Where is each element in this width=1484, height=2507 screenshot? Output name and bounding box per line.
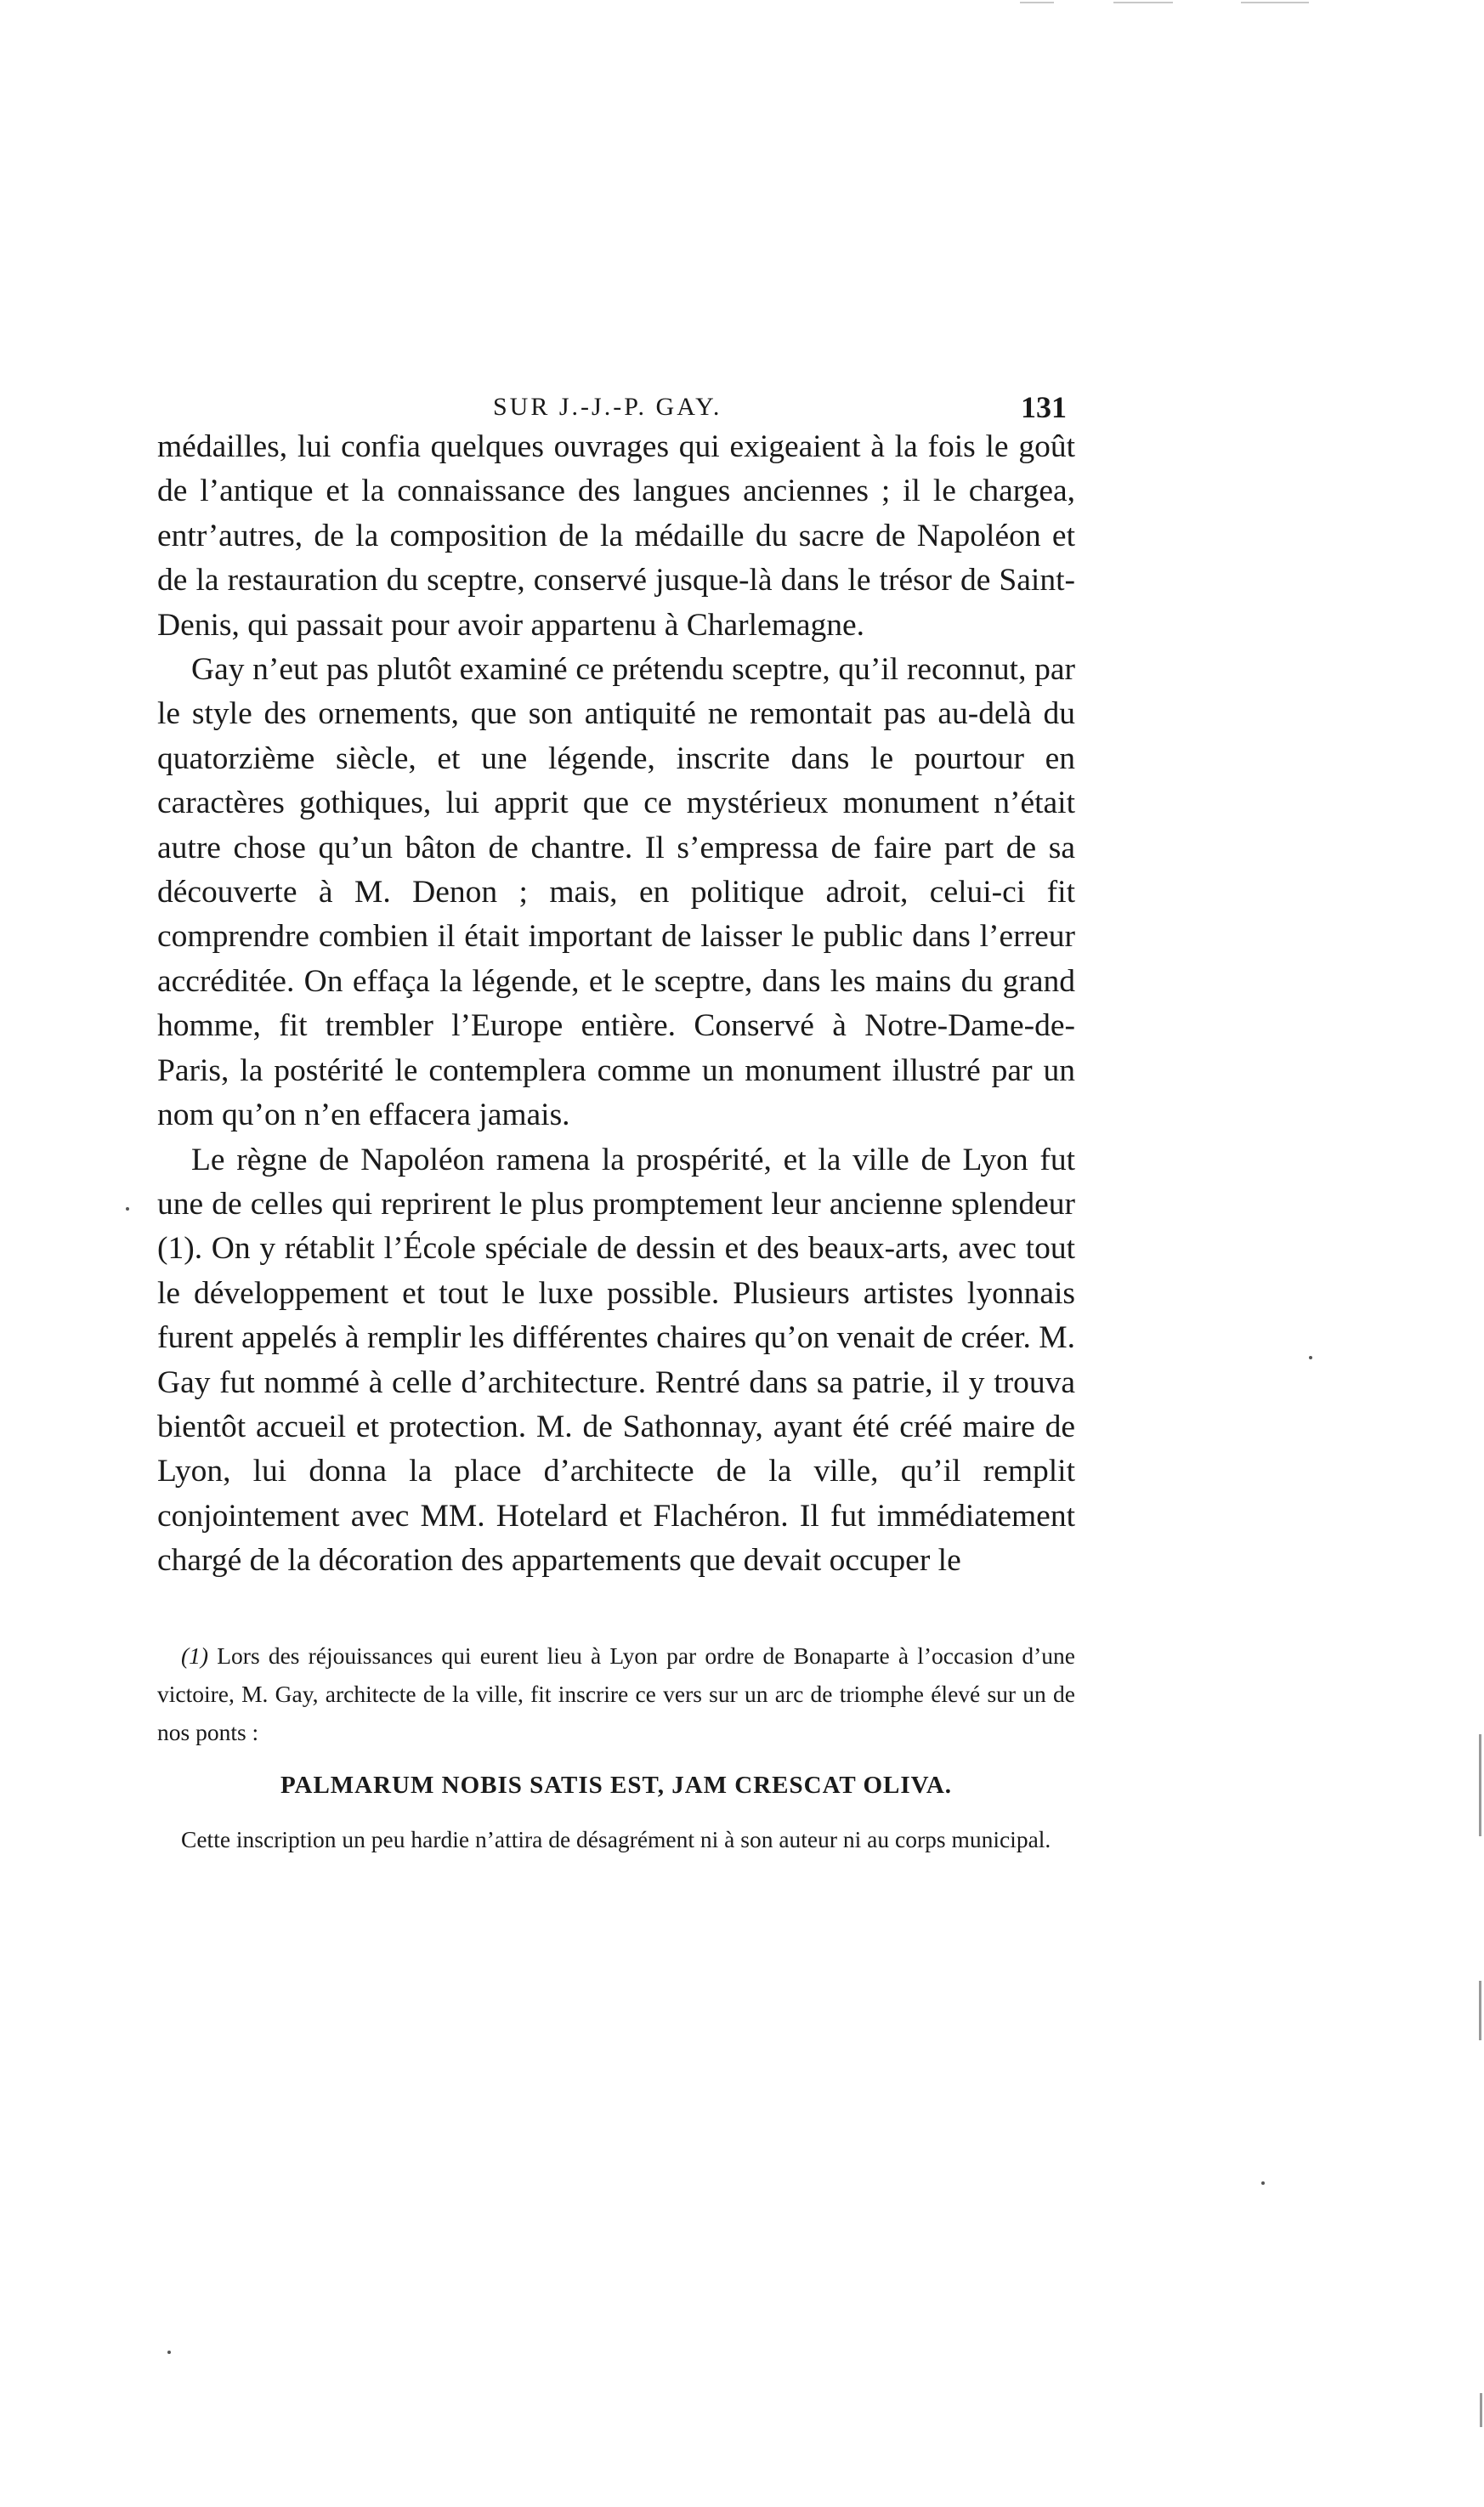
paragraph: médailles, lui confia quelques ouvrages qui exigeaient à la fois le goût de l’antique et la connaissance des langues anciennes ; il le chargea, entr’autres, de la composition de la médaille du sacre de Napoléon et de la restauration du sceptre, conservé jusque-là dans le trésor de Saint-Denis, qui passait pour avoir appartenu à Charlemagne.: [157, 429, 1075, 643]
running-head: [157, 374, 1075, 425]
running-title: SUR J.-J.-P. GAY.: [493, 393, 722, 421]
margin-scan-mark: [1480, 2393, 1482, 2427]
scan-speck: [1309, 1356, 1312, 1359]
paragraph: Le règne de Napoléon ramena la prospérité, et la ville de Lyon fut une de celles qui reprirent le plus promptement leur ancienne splendeur (1). On y rétablit l’École spéciale de dessin et des beaux-arts, avec tout le développement et tout le luxe possible. Plusieurs artistes lyonnais furent appelés à remplir les différentes chaires qu’on venait de créer. M. Gay fut nommé à celle d’architecture. Rentré dans sa patrie, il y trouva bientôt accueil et protection. M. de Sathonnay, ayant été créé maire de Lyon, lui donna la place d’architecte de la ville, qu’il remplit conjointement avec MM. Hotelard et Flachéron. Il fut immédiatement chargé de la décoration des appartements que devait occuper le: [157, 1142, 1075, 1579]
footnote-marker: (1): [181, 1642, 209, 1669]
footnote-text: [157, 1636, 1075, 1751]
margin-scan-mark: [1479, 1981, 1481, 2040]
top-edge-mark: [1241, 2, 1309, 3]
paragraph: Gay n’eut pas plutôt examiné ce prétendu sceptre, qu’il reconnut, par le style des ornements, que son antiquité ne remontait pas au-delà du quatorzième siècle, et une légende, inscrite dans le pourtour en caractères gothiques, lui apprit que ce mystérieux monument n’était autre chose qu’un bâton de chantre. Il s’empressa de faire part de sa découverte à M. Denon ; mais, en politique adroit, celui-ci fit comprendre combien il était important de laisser le public dans l’erreur accréditée. On effaça la légende, et le sceptre, dans les mains du grand homme, fit trembler l’Europe entière. Conservé à Notre-Dame-de-Paris, la postérité le contemplera comme un monument illustré par un nom qu’on n’en effacera jamais.: [157, 652, 1075, 1133]
main-text: [157, 425, 1075, 1584]
top-edge-mark: [1020, 2, 1054, 3]
footnote: [157, 1636, 1075, 1858]
book-page: [157, 374, 1075, 1858]
scan-speck: [1261, 2181, 1265, 2185]
scan-speck: [126, 1207, 129, 1211]
footnote-closing: Cette inscription un peu hardie n’attira de désagrément ni à son auteur ni au corps municipal.: [181, 1825, 1051, 1852]
margin-scan-mark: [1479, 1734, 1481, 1836]
footnote-body: Lors des réjouissances qui eurent lieu à Lyon par ordre de Bonaparte à l’occasion d’une victoire, M. Gay, architecte de la ville, fit inscrire ce vers sur un arc de triomphe élevé sur un de nos ponts :: [157, 1642, 1076, 1745]
page-number: 131: [1021, 390, 1067, 424]
top-edge-mark: [1113, 2, 1173, 3]
footnote-inscription: PALMARUM NOBIS SATIS EST, JAM CRESCAT OLIVA.: [280, 1771, 953, 1799]
scan-speck: [167, 2351, 171, 2354]
